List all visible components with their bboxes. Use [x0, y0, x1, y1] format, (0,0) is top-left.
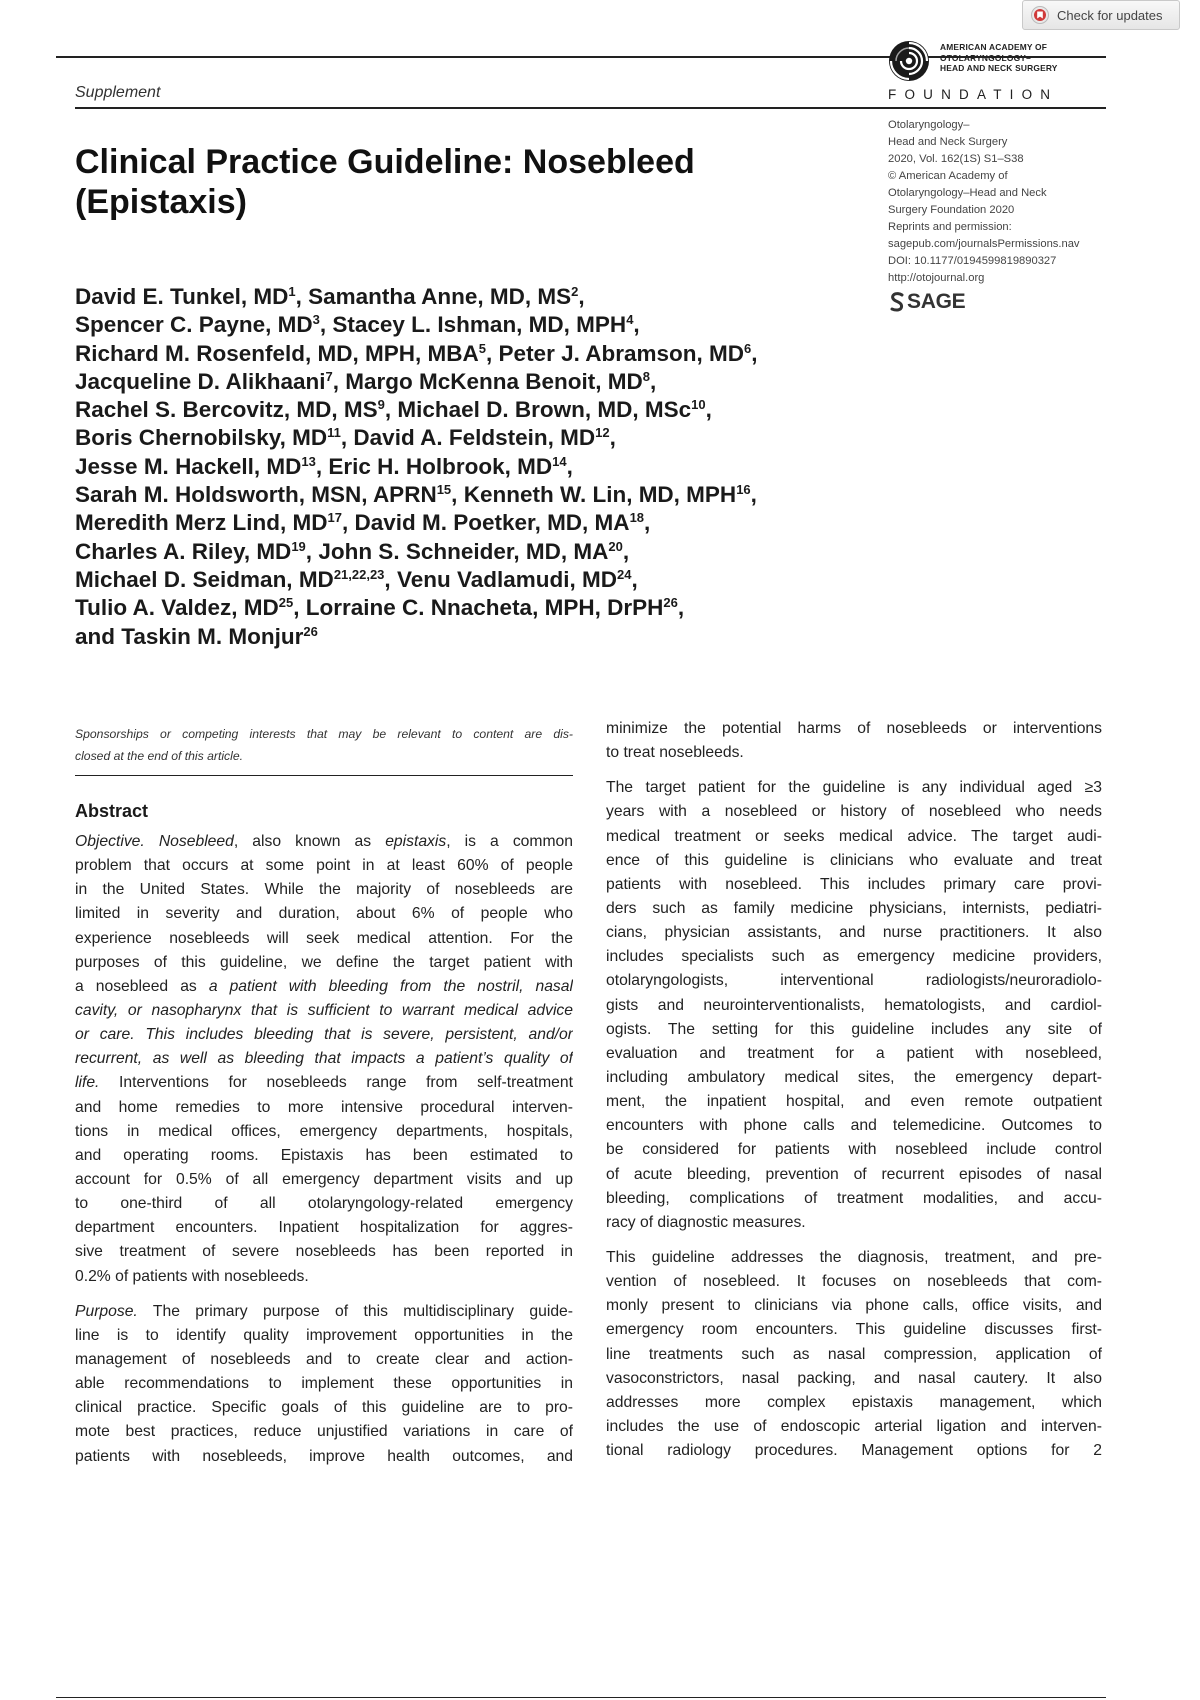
affiliation-number: 7 — [325, 368, 333, 384]
affiliation-number: 21,22,23 — [333, 566, 385, 582]
text-line: This guideline addresses the diagnosis, treatment, and pre- — [606, 1248, 1102, 1266]
affiliation-number: 2 — [571, 284, 579, 299]
text-line: and home remedies to more intensive procedural interven- — [75, 1098, 573, 1116]
affiliation-number: 1 — [288, 284, 296, 299]
journal-info-line: Otolaryngology– — [888, 119, 970, 131]
sponsorship-line: Sponsorships or competing interests that may be relevant to content are dis- — [75, 727, 573, 741]
text-line: and operating rooms. Epistaxis has been estimated to — [75, 1146, 573, 1164]
paragraph — [75, 830, 573, 1289]
text-line: racy of diagnostic measures. — [606, 1213, 806, 1231]
author-name: Margo McKenna Benoit, MD — [345, 368, 643, 394]
author-list — [75, 283, 875, 651]
author-name: Kenneth W. Lin, MD, MPH — [463, 482, 737, 508]
affiliation-number: 4 — [626, 312, 634, 328]
affiliation-number: 16 — [736, 482, 751, 498]
right-column-body — [606, 717, 1102, 1474]
affiliation-number: 15 — [436, 482, 452, 498]
journal-info-line: sagepub.com/journalsPermissions.nav — [888, 238, 1080, 250]
author-name: Tulio A. Valdez, MD — [75, 595, 279, 621]
author-line: Jesse M. Hackell, MD$^{13}$, Eric H. Holbrook, MD$^{14}$, — [75, 453, 573, 479]
author-line: Michael D. Seidman, MD$^{21,22,23}$, Venu Vadlamudi, MD$^{24}$, — [75, 566, 638, 592]
author-line: Meredith Merz Lind, MD$^{17}$, David M. Poetker, MD, MA$^{18}$, — [75, 510, 651, 536]
text-line: minimize the potential harms of nosebleeds or interventions — [606, 720, 1102, 737]
author-name: Charles A. Riley, MD — [75, 538, 292, 564]
affiliation-number: 6 — [744, 340, 752, 356]
text-line: to one-third of all otolaryngology-related emergency — [75, 1195, 573, 1213]
text-line: of acute bleeding, prevention of recurrent episodes of nasal — [606, 1165, 1102, 1183]
author-name: Stacey L. Ishman, MD, MPH — [332, 312, 627, 338]
author-line: David E. Tunkel, $MD^1$, Samantha Anne, MD, $MS^2$, — [75, 284, 585, 309]
sponsorship-note — [75, 723, 573, 767]
text-line: sive treatment of severe nosebleeds has been reported in — [75, 1243, 573, 1261]
text-line: patients with nosebleeds, improve health outcomes, and — [75, 1447, 573, 1465]
title-line: Clinical Practice Guideline: Nosebleed — [75, 143, 695, 181]
text-line: life. Interventions for nosebleeds range from self-treatment — [75, 1074, 573, 1092]
author-name: and Taskin M. Monjur — [75, 623, 304, 649]
text-line: medical treatment or seeks medical advice. The target audi- — [606, 827, 1102, 845]
author-name: Sarah M. Holdsworth, MSN, APRN — [75, 482, 437, 508]
sponsorship-rule — [75, 775, 573, 776]
affiliation-number: 10 — [691, 397, 706, 413]
affiliation-number: 18 — [629, 510, 645, 526]
journal-info-line: © American Academy of — [888, 170, 1008, 182]
author-name: Michael D. Seidman, MD — [75, 566, 334, 592]
abstract-body — [75, 830, 573, 1480]
affiliation-number: 26 — [303, 623, 318, 639]
author-line: Spencer C. Payne, $MD^3$, Stacey L. Ishman, MD, MPH$^4$, — [75, 312, 640, 338]
author-name: Spencer C. Payne, MD — [75, 312, 313, 338]
text-line: to treat nosebleeds. — [606, 744, 744, 762]
text-line: tional radiology procedures. Management options for 2 — [606, 1442, 1102, 1460]
affiliation-number: 17 — [327, 510, 342, 526]
check-for-updates-label: Check for updates — [1057, 7, 1163, 23]
footer-rule — [56, 1697, 1106, 1698]
paragraph — [606, 717, 1102, 765]
author-name: Eric H. Holbrook, MD — [328, 453, 553, 479]
affiliation-number: 13 — [301, 453, 316, 469]
journal-info-line: DOI: 10.1177/0194599819890327 — [888, 255, 1057, 267]
author-name: John S. Schneider, MD, MA — [318, 538, 609, 564]
crossmark-icon — [1031, 6, 1049, 24]
author-line: Boris Chernobilsky, MD$^{11}$, David A. Feldstein, MD$^{12}$, — [75, 425, 616, 451]
text-line: including ambulatory medical sites, the emergency depart- — [606, 1068, 1102, 1086]
header-rule — [75, 107, 1106, 109]
text-line: evaluation and treatment for a patient with nosebleed, — [606, 1044, 1102, 1062]
org-line: HEAD AND NECK SURGERY — [940, 63, 1058, 73]
paragraph — [606, 1246, 1102, 1463]
paragraph — [75, 1300, 573, 1469]
author-line: Richard M. Rosenfeld, MD, MPH, MBA$^5$, Peter J. Abramson, $MD^6$, — [75, 340, 758, 366]
text-line: emergency room encounters. This guideline discusses first- — [606, 1321, 1102, 1339]
text-line: line treatments such as nasal compression, application of — [606, 1345, 1102, 1363]
text-line: bleeding, complications of treatment modalities, and accu- — [606, 1189, 1102, 1207]
text-line: or care. This includes bleeding that is severe, persistent, and/or — [75, 1026, 573, 1044]
text-line: cavity, or nasopharynx that is sufficient to warrant medical advice — [75, 1001, 573, 1019]
author-name: Richard M. Rosenfeld, MD, MPH, MBA — [75, 340, 479, 366]
text-line: ders such as family medicine physicians, internists, pediatri- — [606, 899, 1102, 917]
text-line: department encounters. Inpatient hospitalization for aggres- — [75, 1219, 573, 1237]
text-line: account for 0.5% of all emergency department visits and up — [75, 1170, 573, 1188]
author-name: Michael D. Brown, MD, MSc — [397, 397, 692, 423]
text-line: be considered for patients with nosebleed include control — [606, 1141, 1102, 1159]
affiliation-number: 12 — [595, 425, 610, 441]
text-line: management of nosebleeds and to create clear and action- — [75, 1350, 573, 1368]
author-name: David E. Tunkel, MD — [75, 284, 289, 309]
text-line: includes specialists such as emergency medicine providers, — [606, 948, 1102, 966]
affiliation-number: 25 — [278, 595, 294, 611]
author-name: Jacqueline D. Alikhaani — [75, 368, 326, 394]
affiliation-number: 5 — [478, 340, 487, 356]
paragraph — [606, 776, 1102, 1235]
text-line: encounters with phone calls and telemedicine. Outcomes to — [606, 1117, 1102, 1135]
text-line: line is to identify quality improvement opportunities in the — [75, 1326, 573, 1344]
text-line: tions in medical offices, emergency departments, hospitals, — [75, 1122, 573, 1140]
journal-info — [888, 117, 1118, 287]
author-name: Lorraine C. Nnacheta, MPH, DrPH — [305, 595, 664, 621]
aao-hns-foundation-logo — [888, 38, 1078, 104]
text-line: vasoconstrictors, nasal packing, and nasal cautery. It also — [606, 1369, 1102, 1387]
author-name: Boris Chernobilsky, MD — [75, 425, 328, 451]
check-for-updates-button[interactable] — [1022, 0, 1180, 30]
author-line: Tulio A. Valdez, MD$^{25}$, Lorraine C. Nnacheta, MPH, DrPH$^{26}$, — [75, 595, 685, 621]
author-line: Sarah M. Holdsworth, MSN, APRN$^{15}$, Kenneth W. Lin, MD, MPH$^{16}$, — [75, 482, 757, 508]
text-line: a nosebleed as a patient with bleeding from the nostril, nasal — [75, 977, 573, 995]
section-label: Supplement — [75, 84, 161, 101]
author-name: Jesse M. Hackell, MD — [75, 453, 302, 479]
text-line: addresses more complex epistaxis management, which — [606, 1393, 1102, 1411]
author-name: Meredith Merz Lind, MD — [75, 510, 328, 536]
text-line: patients with nosebleed. This includes primary care provi- — [606, 875, 1102, 893]
title-line: (Epistaxis) — [75, 183, 247, 221]
text-line: Purpose. The primary purpose of this multidisciplinary guide- — [75, 1302, 573, 1320]
text-line: The target patient for the guideline is any individual aged ≥3 — [606, 779, 1102, 797]
foundation-seal-icon — [888, 40, 930, 82]
text-line: gists and neurointerventionalists, hematologists, and cardiol- — [606, 996, 1102, 1014]
text-line: purposes of this guideline, we define the target patient with — [75, 953, 573, 971]
text-line: recurrent, as well as bleeding that impacts a patient’s quality of — [75, 1050, 573, 1068]
affiliation-number: 8 — [642, 368, 651, 384]
affiliation-number: 24 — [617, 566, 632, 582]
text-line: Objective. Nosebleed, also known as epistaxis, is a common — [75, 833, 573, 850]
text-line: able recommendations to implement these opportunities in — [75, 1375, 573, 1393]
sage-logo — [888, 290, 965, 314]
author-name: Venu Vadlamudi, MD — [396, 566, 617, 592]
text-line: problem that occurs at some point in at least 60% of people — [75, 857, 573, 875]
text-line: experience nosebleeds will seek medical attention. For the — [75, 929, 573, 947]
foundation-org-name — [940, 42, 1080, 74]
affiliation-number: 14 — [552, 453, 567, 469]
text-line: otolaryngologists, interventional radiologists/neuroradiolo- — [606, 972, 1102, 990]
text-line: monly present to clinicians via phone calls, office visits, and — [606, 1297, 1102, 1315]
text-line: cians, physician assistants, and nurse practitioners. It also — [606, 924, 1102, 942]
author-line: Jacqueline D. Alikhaani$^7$, Margo McKenna Benoit, $MD^8$, — [75, 368, 657, 394]
text-line: 0.2% of patients with nosebleeds. — [75, 1267, 309, 1285]
text-line: vention of nosebleed. It focuses on nosebleeds that com- — [606, 1273, 1102, 1291]
affiliation-number: 3 — [312, 312, 320, 328]
text-line: ment, the inpatient hospital, and even remote outpatient — [606, 1093, 1102, 1111]
org-line: AMERICAN ACADEMY OF — [940, 42, 1048, 52]
author-line: Rachel S. Bercovitz, MD, $MS^9$, Michael D. Brown, MD, MSc$^{10}$, — [75, 397, 712, 423]
affiliation-number: 11 — [327, 425, 341, 441]
author-name: David M. Poetker, MD, MA — [354, 510, 630, 536]
text-line: years with a nosebleed or history of nosebleed who needs — [606, 803, 1102, 821]
journal-info-line: Surgery Foundation 2020 — [888, 204, 1015, 216]
foundation-word: FOUNDATION — [888, 87, 1059, 102]
author-line — [75, 623, 875, 651]
org-line: OTOLARYNGOLOGY– — [940, 52, 1031, 63]
affiliation-number: 20 — [608, 538, 623, 554]
publisher-name: SAGE — [907, 290, 966, 313]
affiliation-number: 26 — [663, 595, 678, 611]
text-line: includes the use of endoscopic arterial ligation and interven- — [606, 1417, 1102, 1435]
journal-info-line: Head and Neck Surgery — [888, 136, 1008, 148]
journal-info-line: 2020, Vol. 162(1S) S1–S38 — [888, 153, 1024, 165]
author-line: Charles A. Riley, MD$^{19}$, John S. Schneider, MD, MA$^{20}$, — [75, 538, 630, 564]
author-name: David A. Feldstein, MD — [353, 425, 596, 451]
text-line: mote best practices, reduce unjustified variations in care of — [75, 1423, 573, 1441]
abstract-heading: Abstract — [75, 801, 149, 821]
article-title — [75, 142, 775, 222]
text-line: in the United States. While the majority of nosebleeds are — [75, 881, 573, 899]
author-name: Peter J. Abramson, MD — [498, 340, 745, 366]
text-line: ence of this guideline is clinicians who evaluate and treat — [606, 851, 1102, 869]
journal-info-line: http://otojournal.org — [888, 272, 985, 284]
journal-info-line: Otolaryngology–Head and Neck — [888, 187, 1047, 199]
author-name: Samantha Anne, MD, MS — [308, 284, 572, 309]
text-line: limited in severity and duration, about 6% of people who — [75, 905, 573, 923]
journal-info-line: Reprints and permission: — [888, 221, 1012, 233]
text-line: clinical practice. Specific goals of this guideline are to pro- — [75, 1399, 573, 1417]
affiliation-number: 19 — [291, 538, 306, 554]
affiliation-number: 9 — [377, 397, 385, 413]
sage-s-icon — [888, 291, 906, 313]
sponsorship-line: closed at the end of this article. — [75, 749, 244, 763]
author-name: Rachel S. Bercovitz, MD, MS — [75, 397, 378, 423]
text-line: ogists. The setting for this guideline includes any site of — [606, 1020, 1102, 1038]
